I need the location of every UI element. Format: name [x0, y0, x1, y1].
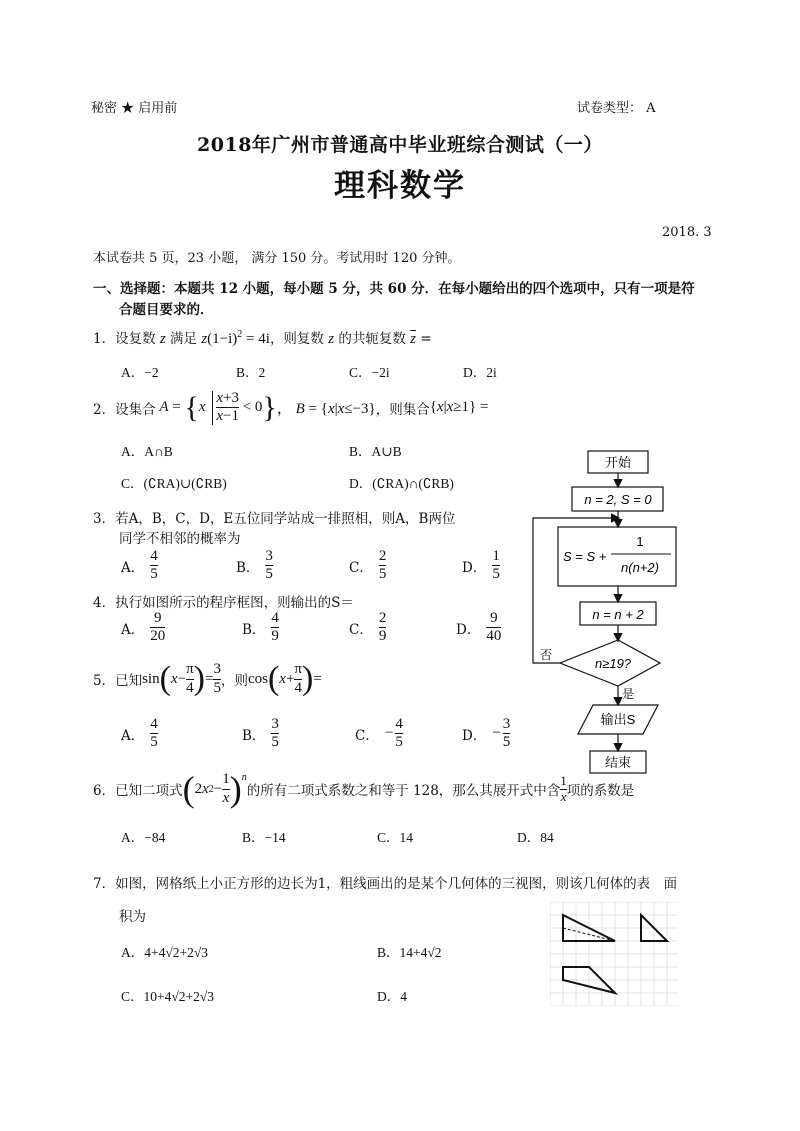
option-sign: − [492, 725, 501, 742]
fraction-denominator: 5 [492, 566, 500, 583]
option-fraction [271, 610, 279, 646]
question-number: 6． [93, 783, 116, 799]
question-number: 4． [93, 595, 116, 611]
fraction-numerator: 2 [378, 548, 387, 564]
q7-option-a[interactable]: A．4+4√2+2√3 [121, 945, 209, 960]
question-1: 1．设复数 z 满足 $z(1-i)^2 = 4i$，则复数 z 的共轭复数 $\overline{z}$ = [93, 329, 432, 347]
flow-condition-label: n≥19? [594, 656, 632, 671]
fraction-denominator: 5 [502, 734, 511, 751]
q6-text-tail: 项的系数是 [566, 783, 635, 799]
option-label: A． [121, 559, 145, 576]
q4-option-d[interactable] [456, 610, 501, 646]
option-label: C． [349, 621, 373, 638]
option-label: C． [349, 559, 373, 576]
fraction-numerator: 9 [154, 610, 162, 626]
q1-text: 设复数 [115, 331, 156, 347]
option-label: B． [242, 621, 266, 638]
q1-eq: = [420, 331, 432, 347]
flow-start-label: 开始 [604, 455, 632, 470]
fraction-denominator: 5 [395, 734, 403, 751]
question-number: 7． [93, 876, 116, 892]
q1-text-mid: 满足 [170, 331, 198, 347]
q4-option-c[interactable] [349, 610, 386, 646]
flow-yes-label: 是 [622, 687, 635, 701]
q3-option-d[interactable] [462, 548, 500, 584]
fraction-numerator: 4 [150, 716, 158, 732]
question-2: 2． 设集合 A = { x $\frac{x+3}{x-1}$ < 0 } ， B = {x|x≤−3} ，则集合 {x|x≥1} = [93, 390, 489, 425]
fraction-denominator: 20 [150, 628, 166, 645]
q6-text-post: 的所有二项式系数之和等于 128，那么其展开式中含 [246, 783, 561, 799]
option-sign: − [384, 725, 394, 742]
q2-text: 设集合 [115, 401, 156, 418]
q1-option-c[interactable]: C．−2i [349, 365, 390, 380]
option-fraction [150, 548, 158, 584]
q4-text: 执行如图所示的程序框图，则输出的S＝ [115, 595, 354, 611]
question-3 [93, 507, 455, 527]
question-7 [93, 872, 677, 892]
question-6: 6． 已知二项式 ( 2 x 2 − $\frac{1}{x}$ ) $^n$ 的所有二项式系数之和等于 128，那么其展开式中含 $\frac{1}{x}$ 项的系数是 [93, 769, 635, 809]
option-label: D． [462, 727, 487, 744]
option-label: D． [462, 559, 487, 576]
q2-text-then: ，则集合 [375, 401, 430, 418]
option-fraction [379, 548, 387, 584]
fraction-denominator: 5 [150, 734, 158, 751]
fraction-numerator: 4 [395, 716, 403, 732]
flow-no-label: 否 [540, 648, 553, 662]
option-label: A． [121, 621, 145, 638]
flow-end-label: 结束 [604, 755, 632, 770]
option-fraction [379, 610, 387, 646]
subject-title: 理科数学 [334, 168, 466, 204]
option-label: C． [355, 727, 379, 744]
fraction-denominator: 5 [378, 566, 387, 583]
q5-option-a[interactable] [121, 716, 158, 752]
option-fraction [492, 548, 500, 584]
q3-option-a[interactable] [121, 548, 158, 584]
section-heading: 一、选择题：本题共 12 小题，每小题 5 分，共 60 分．在每小题给出的四个选项中，只有一项是符 [93, 281, 695, 297]
fraction-denominator: 5 [150, 566, 158, 583]
q6-option-b[interactable]: B．−14 [242, 830, 286, 845]
q2-option-a[interactable]: A．A∩B [121, 444, 173, 459]
fraction-numerator: 4 [271, 610, 279, 626]
q7-option-d[interactable]: D．4 [377, 989, 407, 1004]
fraction-denominator: 5 [271, 734, 279, 751]
q2-option-d[interactable]: D．(∁RA)∩(∁RB) [349, 476, 454, 491]
fraction-numerator: 3 [265, 548, 273, 564]
q1-option-b[interactable]: B．2 [236, 365, 266, 380]
fraction-denominator: 9 [271, 628, 279, 645]
exam-date: 2018. 3 [662, 225, 712, 240]
fraction-denominator: 40 [486, 628, 502, 645]
option-label: A． [121, 727, 145, 744]
q1-option-a[interactable]: A．−2 [121, 365, 159, 380]
q6-option-c[interactable]: C．14 [377, 830, 414, 845]
option-fraction [265, 548, 273, 584]
fraction-numerator: 9 [490, 610, 498, 626]
option-fraction [271, 716, 279, 752]
fraction-numerator: 3 [271, 716, 279, 732]
question-number: 5． [93, 673, 116, 689]
flowchart [525, 440, 710, 800]
question-number: 1． [93, 331, 116, 347]
q3-option-b[interactable] [236, 548, 273, 584]
q7-option-c[interactable]: C．10+4√2+2√3 [121, 989, 215, 1004]
q7-option-b[interactable]: B．14+4√2 [377, 945, 442, 960]
q7-text: 如图，网格纸上小正方形的边长为1，粗线画出的是某个几何体的三视图，则该几何体的表 面 [115, 876, 678, 892]
q6-text: 已知二项式 [115, 783, 183, 799]
q7-text-line2: 积为 [119, 909, 146, 925]
flow-init-label: n = 2, S = 0 [584, 492, 652, 507]
flow-frac-num: 1 [636, 534, 644, 549]
q5-option-b[interactable] [242, 716, 279, 752]
q1-text-post: ，则复数 [269, 331, 324, 347]
section-heading-cont: 合题目要求的． [119, 302, 214, 318]
q5-option-c[interactable] [355, 716, 403, 752]
q3-option-c[interactable] [349, 548, 386, 584]
q5-option-d[interactable] [462, 716, 510, 752]
fraction-numerator: 1 [492, 548, 500, 564]
q2-option-c[interactable]: C．(∁RA)∪(∁RB) [121, 476, 227, 491]
flow-frac-den: n(n+2) [621, 560, 659, 575]
fraction-denominator: 5 [265, 566, 273, 583]
option-fraction [395, 716, 403, 752]
option-label: D． [456, 621, 481, 638]
option-label: B． [242, 727, 266, 744]
exam-intro: 本试卷共 5 页，23 小题， 满分 150 分。考试用时 120 分钟。 [93, 251, 461, 266]
q6-option-a[interactable]: A．−84 [121, 830, 166, 845]
question-5: 5． 已知 sin ( x − $\frac{\pi}{4}$ ) = $\frac{3}{5}$ ，则 cos ( x + $\frac{\pi}{4}$ ) = [93, 660, 322, 697]
q4-option-b[interactable] [242, 610, 279, 646]
question-number: 2． [93, 401, 116, 418]
fraction-numerator: 3 [502, 716, 511, 732]
q1-option-d[interactable]: D．2i [463, 365, 497, 380]
q3-text-line2: 同学不相邻的概率为 [119, 531, 241, 547]
q2-option-b[interactable]: B．A∪B [349, 444, 402, 459]
fraction-numerator: 2 [378, 610, 387, 626]
option-label: B． [236, 559, 260, 576]
q5-text-then: ，则 [220, 673, 248, 689]
three-view-figure [550, 902, 678, 1006]
q4-option-a[interactable] [121, 610, 165, 646]
option-fraction [150, 716, 158, 752]
option-fraction [150, 610, 165, 646]
question-4 [93, 591, 354, 611]
q5-text: 已知 [115, 673, 143, 689]
flow-update-n-label: n = n + 2 [592, 607, 644, 622]
confidential-label: 秘密 ★ 启用前 [91, 101, 178, 116]
q6-option-d[interactable]: D．84 [517, 830, 554, 845]
fraction-denominator: 9 [378, 628, 387, 645]
option-fraction [486, 610, 501, 646]
q3-text: 若A，B，C，D，E五位同学站成一排照相，则A，B两位 [115, 511, 456, 527]
option-fraction [503, 716, 511, 752]
exam-title: 2018年广州市普通高中毕业班综合测试（一） [197, 134, 603, 156]
q1-text-tail: 的共轭复数 [338, 331, 406, 347]
question-number: 3． [93, 511, 116, 527]
flow-update-s-label: S = S + [563, 549, 607, 564]
flow-output-label: 输出S [600, 712, 636, 727]
fraction-numerator: 4 [150, 548, 158, 564]
paper-type: 试卷类型： A [577, 101, 656, 116]
